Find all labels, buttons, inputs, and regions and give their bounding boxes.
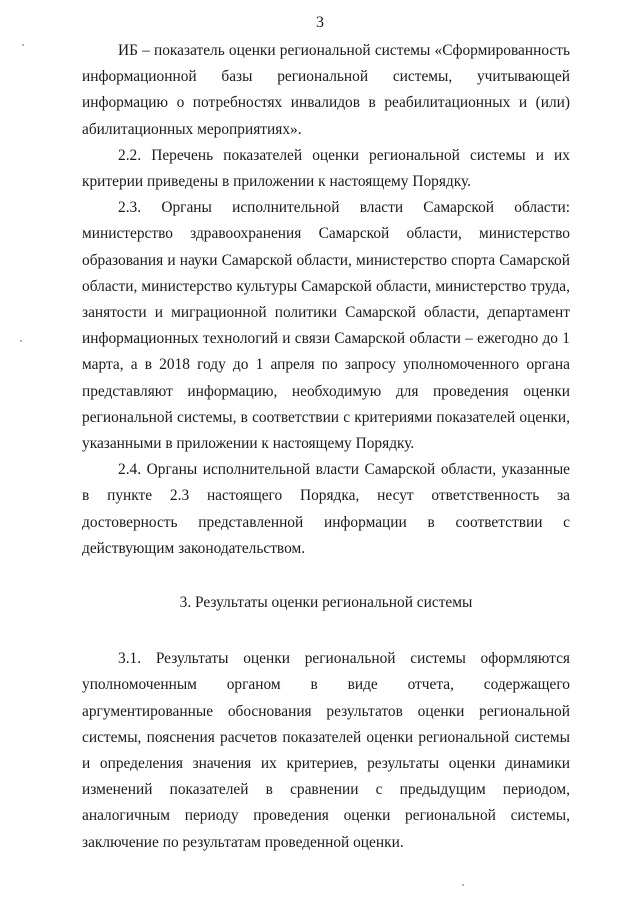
page-number: 3 (316, 14, 324, 31)
scan-speck (462, 884, 464, 886)
section-heading: 3. Результаты оценки региональной системы (179, 594, 473, 612)
paragraph-2-3: 2.3. Органы исполнительной власти Самарской области: министерство здравоохранения Самарской области, министерство образования и науки Самарской области, министерство спорта Самарской области, министерство культуры Самарской области, министерство труда, занятости и миграционной политики Самарской области, департамент информационных технологий и связи Самарской области – ежегодно до 1 марта, а в 2018 году до 1 апреля по запросу уполномоченного органа представляют информацию, необходимую для проведения оценки региональной системы, в соответствии с критериями показателей оценки, указанными в приложении к настоящему Порядку. (82, 199, 570, 453)
scan-speck (20, 340, 22, 342)
paragraph-ib-definition: ИБ – показатель оценки региональной системы «Сформированность информационной базы региональной системы, учитывающей информацию о потребностях инвалидов в реабилитационных и (или) абилитационных мероприятиях». (82, 42, 570, 138)
paragraph-2-2: 2.2. Перечень показателей оценки региональной системы и их критерии приведены в приложении к настоящему Порядку. (82, 146, 570, 191)
scan-speck (22, 44, 24, 46)
document-body (82, 38, 570, 856)
paragraph-2-4: 2.4. Органы исполнительной власти Самарской области, указанные в пункте 2.3 настоящего Порядка, несут ответственность за достоверность представленной информации в соответствии с действующим законодательством. (82, 461, 570, 557)
paragraph-3-1: 3.1. Результаты оценки региональной системы оформляются уполномоченным органом в виде отчета, содержащего аргументированные обоснования результатов оценки региональной системы, пояснения расчетов показателей оценки региональной системы и определения значения их критериев, результаты оценки динамики изменений показателей в сравнении с предыдущим периодом, аналогичным периоду проведения оценки региональной системы, заключение по результатам проведенной оценки. (82, 650, 570, 851)
